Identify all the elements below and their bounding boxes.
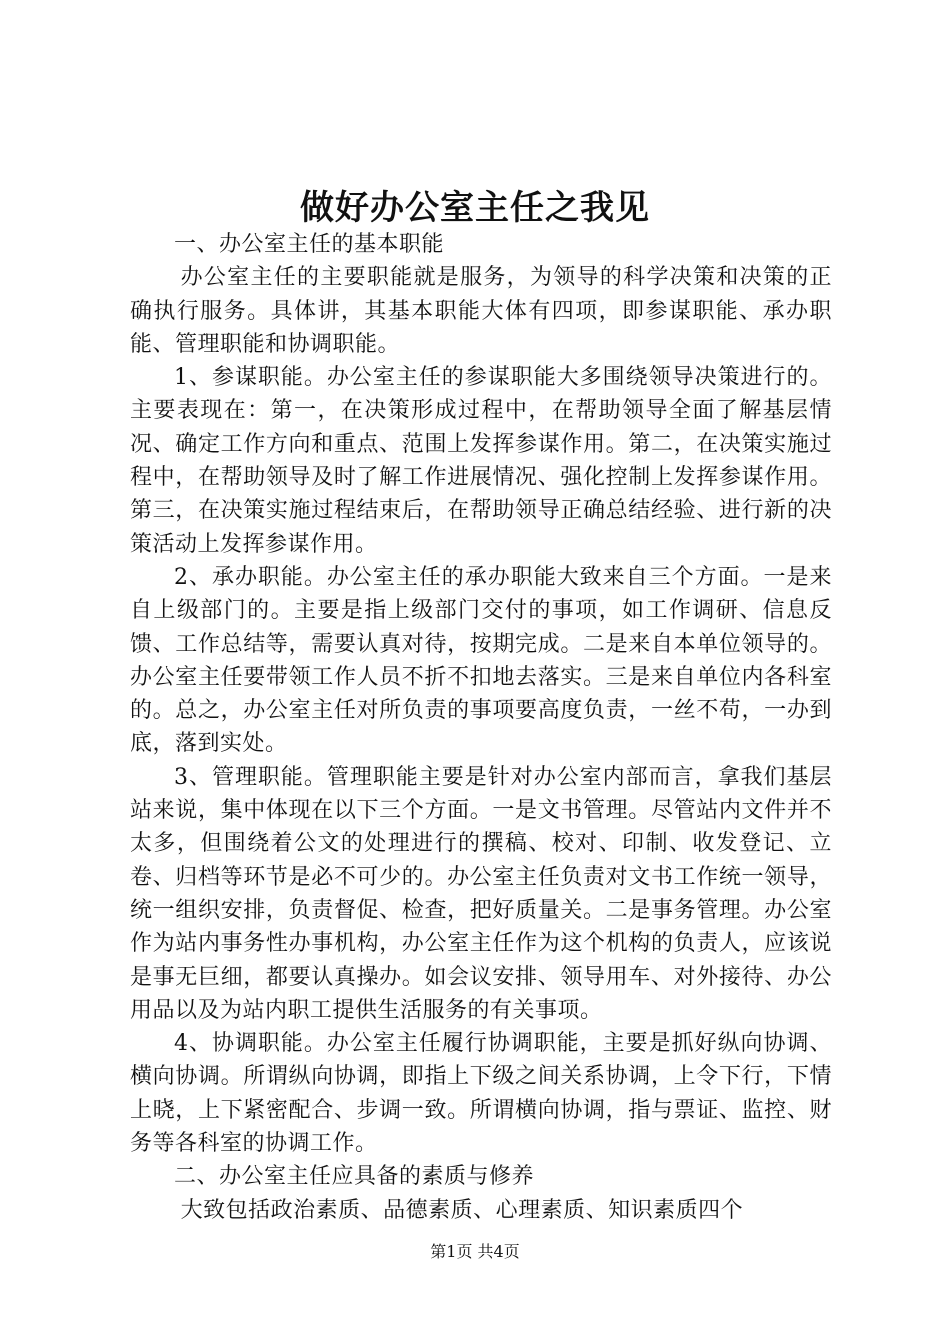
paragraph-qualities: 大致包括政治素质、品德素质、心理素质、知识素质四个: [180, 1197, 744, 1223]
paragraph-advisory-function: 1、参谋职能。办公室主任的参谋职能大多围绕领导决策进行的。主要表现在：第一，在决策形成过程中，在帮助领导全面了解基层情况、确定工作方向和重点、范围上发挥参谋作用。第二，在决策实施过程中，在帮助领导及时了解工作进展情况、强化控制上发挥参谋作用。第三，在决策实施过程结束后，在帮助领导正确总结经验、进行新的决策活动上发挥参谋作用。: [130, 365, 832, 557]
paragraph-coordination-function: 4、协调职能。办公室主任履行协调职能，主要是抓好纵向协调、横向协调。所谓纵向协调，即指上下级之间关系协调，上令下行，下情上晓，上下紧密配合、步调一致。所谓横向协调，指与票证、监控、财务等各科室的协调工作。: [130, 1031, 832, 1157]
section-heading-2: 二、办公室主任应具备的素质与修养: [174, 1164, 535, 1190]
paragraph-management-function: 3、管理职能。管理职能主要是针对办公室内部而言，拿我们基层站来说，集中体现在以下三个方面。一是文书管理。尽管站内文件并不太多，但围绕着公文的处理进行的撰稿、校对、印制、收发登记、立卷、归档等环节是必不可少的。办公室主任负责对文书工作统一领导，统一组织安排，负责督促、检查，把好质量关。二是事务管理。办公室作为站内事务性办事机构，办公室主任作为这个机构的负责人，应该说是事无巨细，都要认真操办。如会议安排、领导用车、对外接待、办公用品以及为站内职工提供生活服务的有关事项。: [130, 764, 832, 1023]
paragraph-intro: 办公室主任的主要职能就是服务，为领导的科学决策和决策的正确执行服务。具体讲，其基本职能大体有四项，即参谋职能、承办职能、管理职能和协调职能。: [130, 265, 832, 357]
document-title: 做好办公室主任之我见: [300, 188, 650, 228]
page-footer: 第1页 共4页: [430, 1242, 520, 1261]
section-heading-1: 一、办公室主任的基本职能: [174, 232, 445, 257]
paragraph-undertaking-function: 2、承办职能。办公室主任的承办职能大致来自三个方面。一是来自上级部门的。主要是指上级部门交付的事项，如工作调研、信息反馈、工作总结等，需要认真对待，按期完成。二是来自本单位领导的。办公室主任要带领工作人员不折不扣地去落实。三是来自单位内各科室的。总之，办公室主任对所负责的事项要高度负责，一丝不苟，一办到底，落到实处。: [130, 564, 832, 757]
document-body: [130, 228, 832, 1227]
